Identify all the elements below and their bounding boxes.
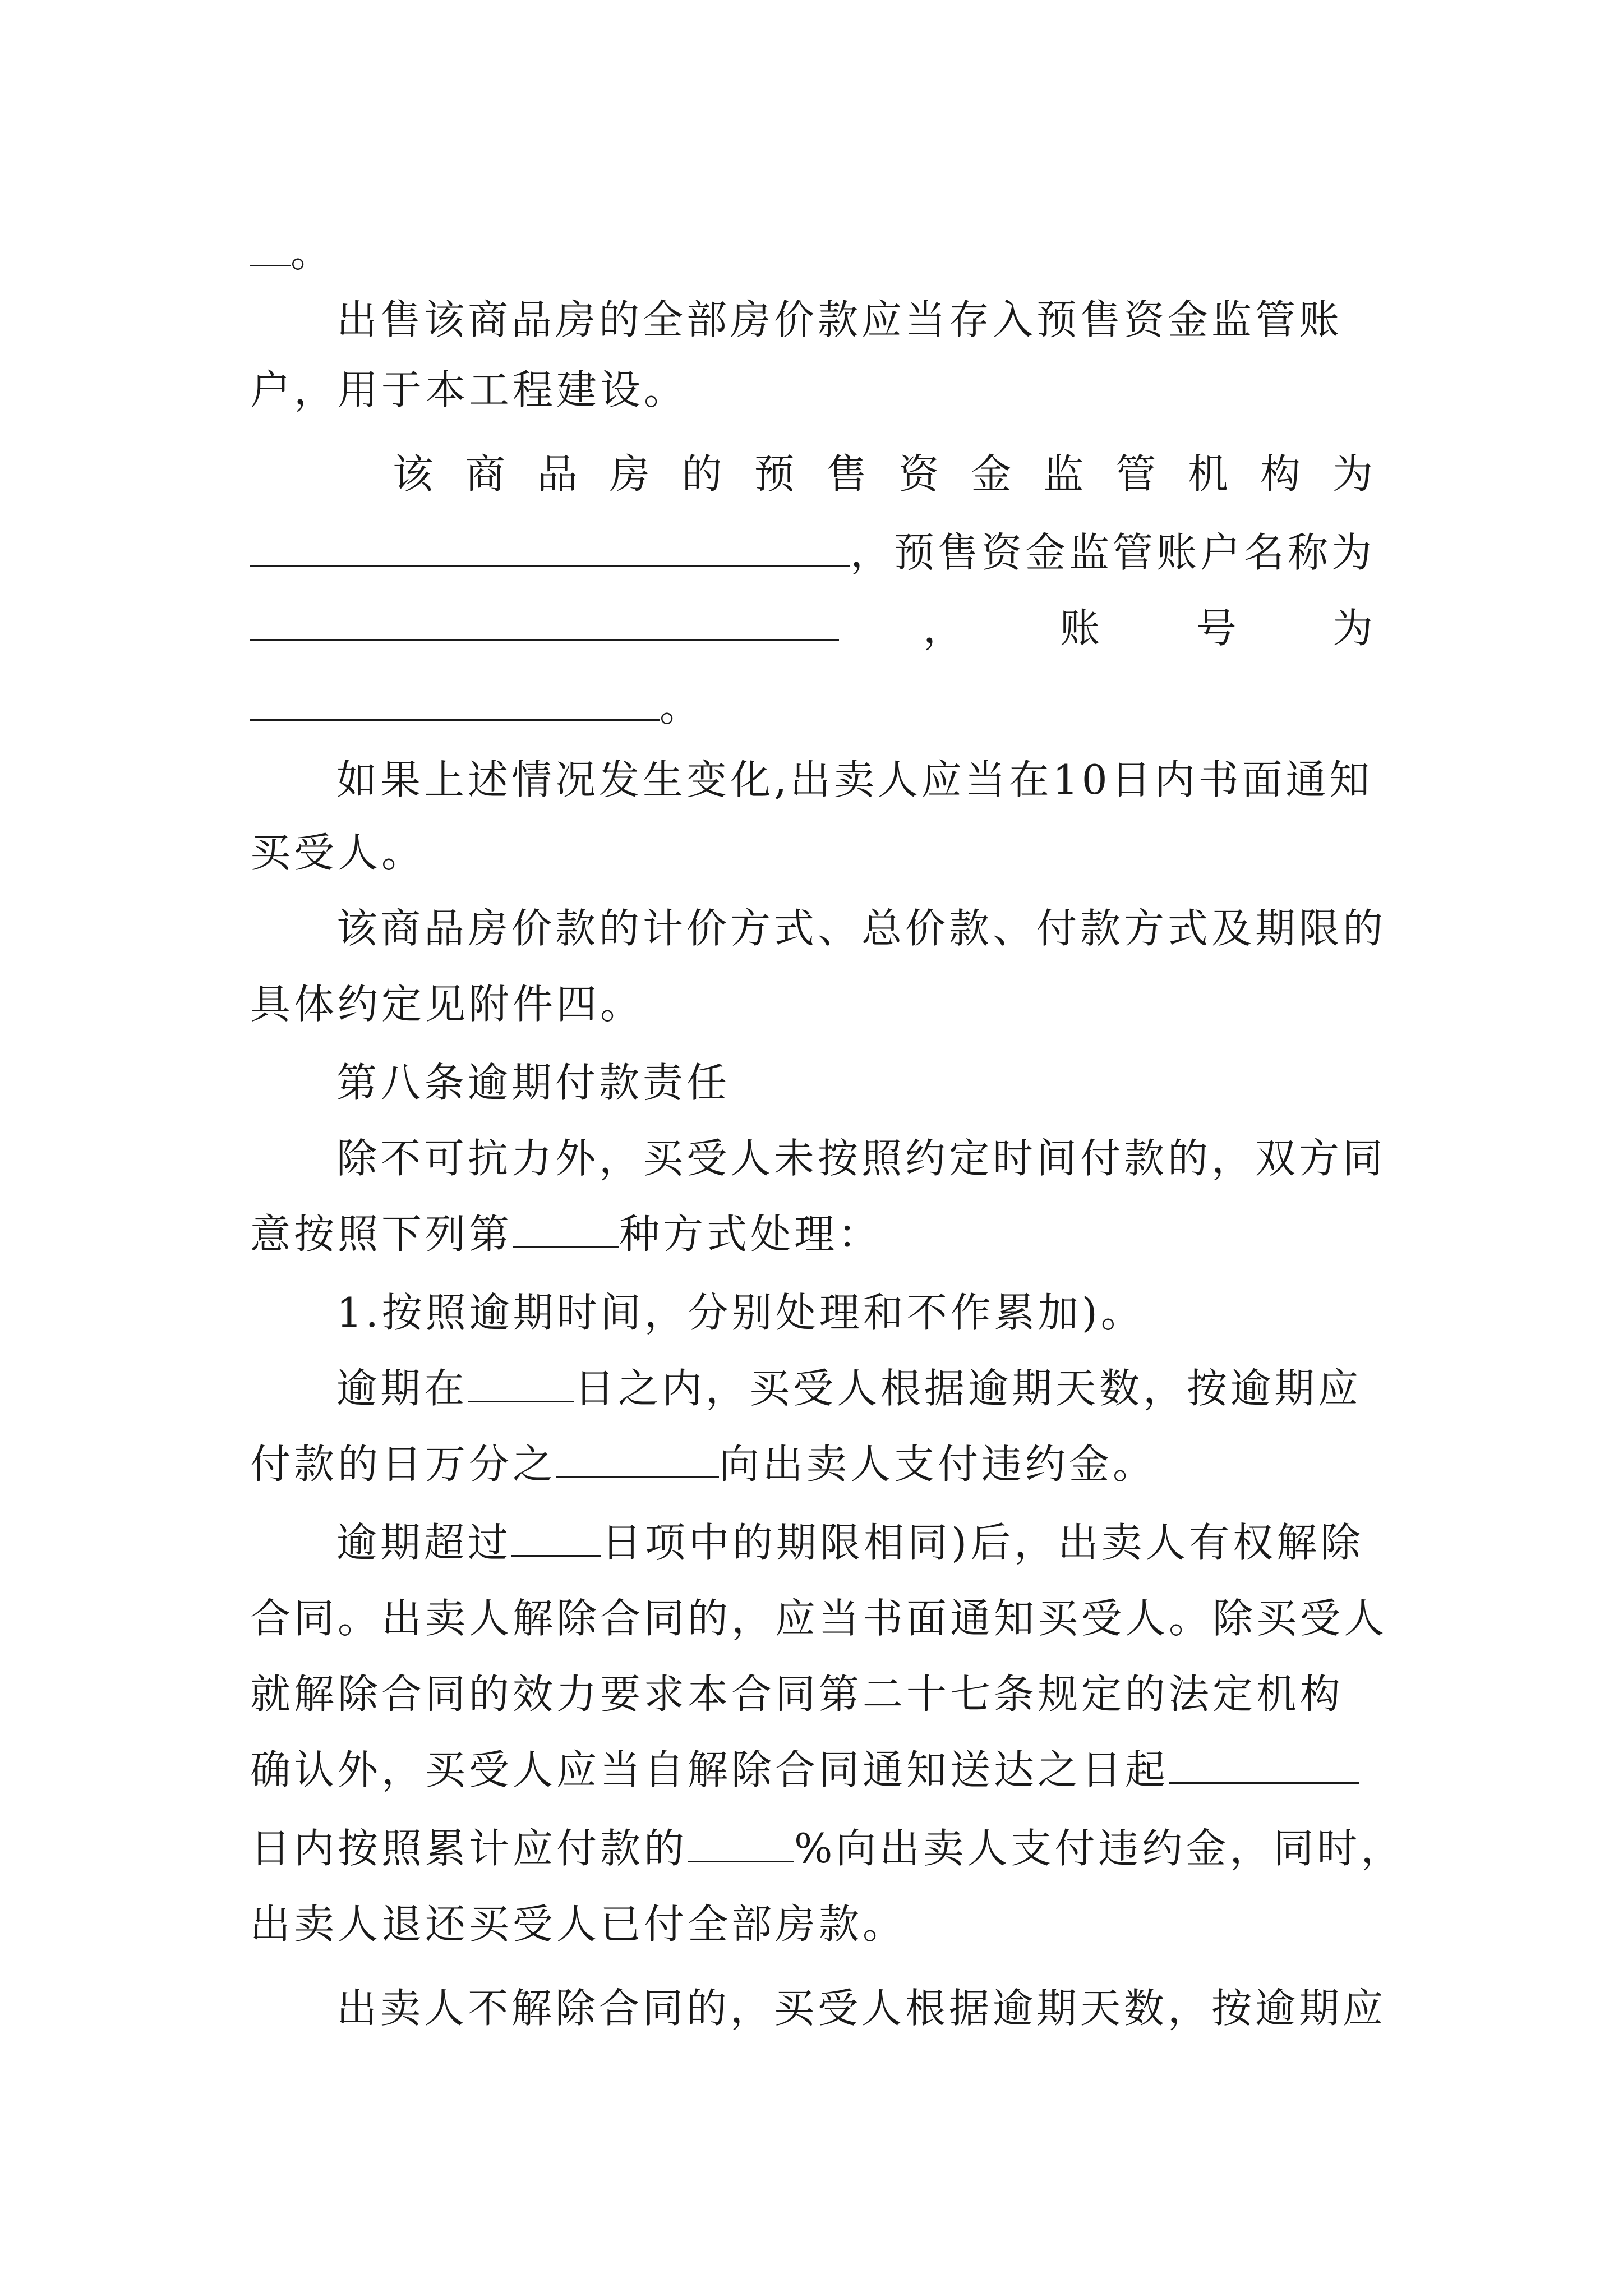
char: ， <box>923 605 964 652</box>
blank-underline <box>688 1821 794 1862</box>
text-line-11: 具体约定见附件四。 <box>250 981 644 1028</box>
line-22-b: %向出卖人支付违约金，同时， <box>794 1825 1405 1872</box>
char: 监 <box>1043 450 1084 498</box>
text-line-18 <box>336 1515 1373 1571</box>
line-21-text: 确认外，买受人应当自解除合同通知送达之日起 <box>250 1746 1169 1793</box>
char: 机 <box>1188 450 1229 498</box>
blank-underline <box>556 1437 719 1478</box>
text-line-2: 出售该商品房的全部房价款应当存入预售资金监管账 <box>336 296 1343 343</box>
blank-underline <box>468 1361 574 1402</box>
line-18-b: 日项中的期限相同)后，出卖人有权解除 <box>601 1519 1364 1566</box>
text-line-4-spread <box>393 446 1373 502</box>
char: 房 <box>609 450 650 498</box>
char: 构 <box>1260 450 1301 498</box>
text-line-1 <box>250 224 1373 280</box>
text-line-20: 就解除合同的效力要求本合同第二十七条规定的法定机构 <box>250 1671 1344 1718</box>
line-14-b: 种方式处理： <box>619 1211 882 1258</box>
text-line-8: 如果上述情况发生变化,出卖人应当在10日内书面通知 <box>336 756 1373 803</box>
line-14-a: 意按照下列第 <box>250 1211 513 1258</box>
line-22-a: 日内按照累计应付款的 <box>250 1825 688 1872</box>
char: 商 <box>464 450 505 498</box>
line-1-tail: 。 <box>291 229 335 276</box>
text-line-13: 除不可抗力外，买受人未按照约定时间付款的，双方同 <box>336 1135 1387 1182</box>
text-line-10: 该商品房价款的计价方式、总价款、付款方式及期限的 <box>336 905 1387 952</box>
text-line-17 <box>250 1436 1373 1492</box>
text-line-6 <box>250 600 1373 656</box>
text-line-23: 出卖人退还买受人已付全部房款。 <box>250 1901 907 1948</box>
char: 资 <box>898 450 939 498</box>
text-line-9: 买受人。 <box>250 829 426 876</box>
char: 品 <box>537 450 578 498</box>
blank-underline <box>1169 1743 1359 1784</box>
blank-underline <box>250 680 660 721</box>
text-line-19: 合同。出卖人解除合同的，应当书面通知买受人。除买受人 <box>250 1595 1388 1642</box>
text-line-14 <box>250 1206 1373 1262</box>
blank-underline <box>511 1516 601 1557</box>
text-line-3: 户，用于本工程建设。 <box>250 366 688 413</box>
section-heading: 第八条逾期付款责任 <box>336 1059 731 1106</box>
text-line-15: 1.按照逾期时间，分别处理和不作累加)。 <box>336 1289 1145 1336</box>
blank-underline <box>250 526 850 567</box>
text-line-24: 出卖人不解除合同的，买受人根据逾期天数，按逾期应 <box>336 1985 1387 2032</box>
char: 为 <box>1332 605 1373 652</box>
char: 账 <box>1059 605 1100 652</box>
blank-underline <box>513 1207 619 1248</box>
line-7-tail: 。 <box>660 683 704 730</box>
blank-underline <box>250 600 839 641</box>
line-18-a: 逾期超过 <box>336 1519 512 1566</box>
text-line-22 <box>250 1820 1405 1876</box>
char: 的 <box>681 450 722 498</box>
char: 该 <box>393 450 434 498</box>
char: 为 <box>1332 450 1373 498</box>
char: 号 <box>1196 605 1237 652</box>
text-line-7 <box>250 679 1373 735</box>
line-6-spread <box>923 600 1373 656</box>
line-16-b: 日之内，买受人根据逾期天数，按逾期应 <box>574 1365 1362 1412</box>
text-line-21 <box>250 1742 1373 1798</box>
line-17-a: 付款的日万分之 <box>250 1441 557 1488</box>
line-17-b: 向出卖人支付违约金。 <box>719 1441 1157 1488</box>
char: 金 <box>971 450 1012 498</box>
text-line-5 <box>250 524 1376 581</box>
text-line-16 <box>336 1360 1373 1416</box>
blank-underline <box>250 226 291 266</box>
char: 售 <box>826 450 867 498</box>
char: 管 <box>1115 450 1156 498</box>
line-5-tail: ，预售资金监管账户名称为 <box>850 529 1376 576</box>
char: 预 <box>754 450 795 498</box>
line-16-a: 逾期在 <box>336 1365 468 1412</box>
